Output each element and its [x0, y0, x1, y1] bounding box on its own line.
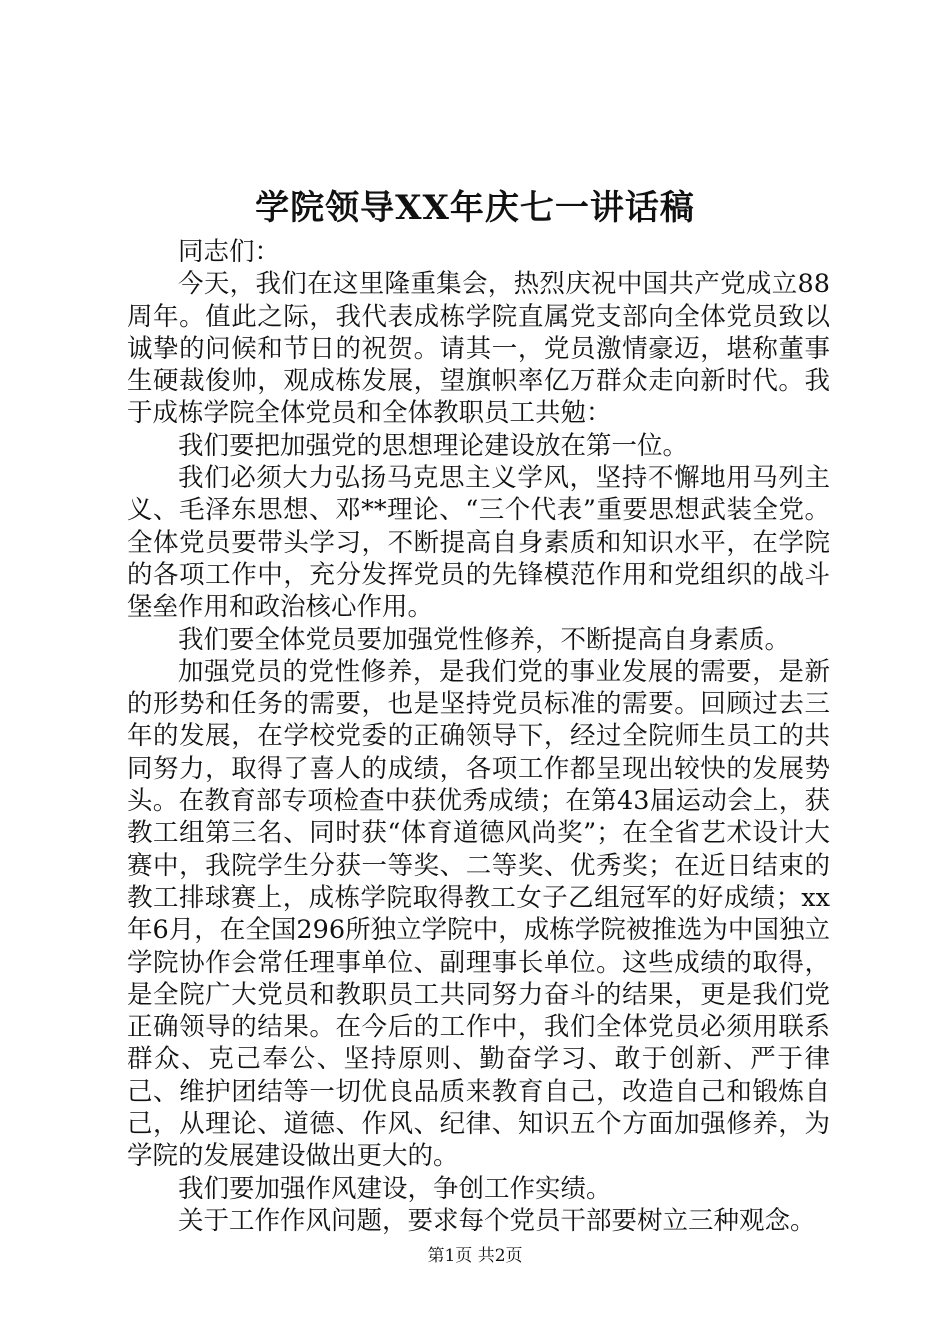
- document-body: [127, 236, 830, 1237]
- paragraph: 今天，我们在这里隆重集会，热烈庆祝中国共产党成立88周年。值此之际，我代表成栋学院直属党支部向全体党员致以诚挚的问候和节日的祝贺。请其一，党员激情豪迈，堪称董事生硬裁俊帅，观成栋发展，望旗帜率亿万群众走向新时代。我于成栋学院全体党员和全体教职员工共勉：: [127, 269, 830, 429]
- paragraph: 加强党员的党性修养，是我们党的事业发展的需要，是新的形势和任务的需要，也是坚持党员标准的需要。回顾过去三年的发展，在学校党委的正确领导下，经过全院师生员工的共同努力，取得了喜人的成绩，各项工作都呈现出较快的发展势头。在教育部专项检查中获优秀成绩；在第43届运动会上，获教工组第三名、同时获“体育道德风尚奖”；在全省艺术设计大赛中，我院学生分获一等奖、二等奖、优秀奖；在近日结束的教工排球赛上，成栋学院取得教工女子乙组冠军的好成绩；xx年6月，在全国296所独立学院中，成栋学院被推选为中国独立学院协作会常任理事单位、副理事长单位。这些成绩的取得，是全院广大党员和教职员工共同努力奋斗的结果，更是我们党正确领导的结果。在今后的工作中，我们全体党员必须用联系群众、克己奉公、坚持原则、勤奋学习、敢于创新、严于律己、维护团结等一切优良品质来教育自己，改造自己和锻炼自己，从理论、道德、作风、纪律、知识五个方面加强修养，为学院的发展建设做出更大的。: [127, 656, 830, 1172]
- paragraph: 我们要把加强党的思想理论建设放在第一位。: [178, 430, 689, 461]
- page-footer: 第1页 共2页: [427, 1246, 523, 1266]
- document-title: 学院领导XX年庆七一讲话稿: [255, 188, 695, 228]
- paragraph-salutation: 同志们：: [178, 237, 281, 267]
- paragraph: 关于工作作风问题，要求每个党员干部要树立三种观念。: [178, 1205, 816, 1236]
- paragraph: 我们必须大力弘扬马克思主义学风，坚持不懈地用马列主义、毛泽东思想、邓**理论、“三个代表”重要思想武装全党。全体党员要带头学习，不断提高自身素质和知识水平，在学院的各项工作中，充分发挥党员的先锋模范作用和党组织的战斗堡垒作用和政治核心作用。: [127, 463, 830, 623]
- paragraph: 我们要全体党员要加强党性修养，不断提高自身素质。: [178, 624, 791, 655]
- paragraph: 我们要加强作风建设，争创工作实绩。: [178, 1173, 612, 1204]
